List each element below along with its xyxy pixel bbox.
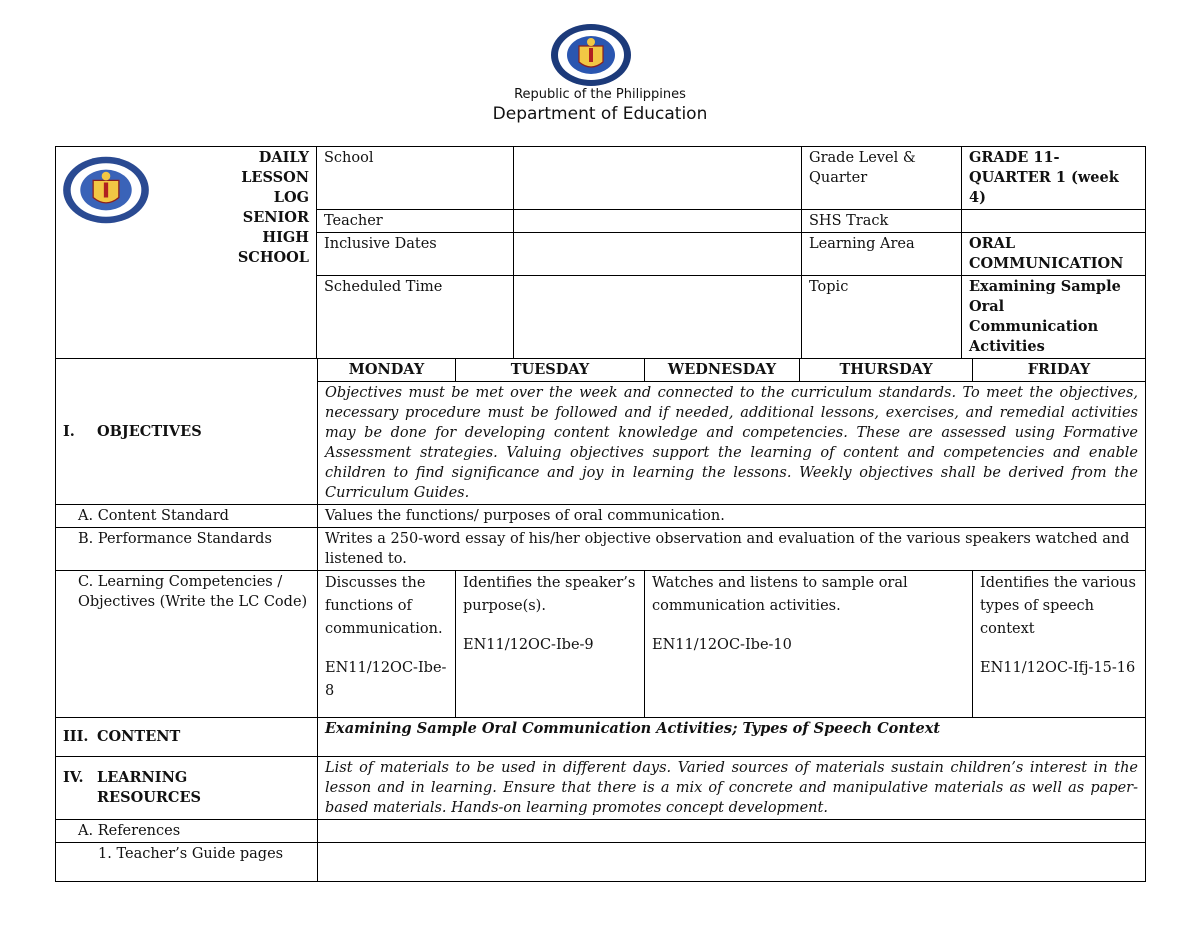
competency-friday-text: Identifies the various types of speech context [980, 575, 1136, 637]
grade-value[interactable]: GRADE 11- QUARTER 1 (week 4) [962, 147, 1146, 210]
department-heading: Department of Education [492, 104, 708, 124]
content-label: CONTENT [97, 728, 181, 745]
dll-title-1: DAILY [258, 149, 309, 166]
deped-seal-icon [549, 22, 633, 88]
competency-wed-thu-code: EN11/12OC-Ibe-10 [652, 637, 792, 653]
objectives-label-cell [56, 359, 318, 505]
content-num: III. [63, 728, 89, 745]
resources-num: IV. [63, 769, 84, 786]
performance-standards-label: B. Performance Standards [56, 528, 318, 571]
content-label-cell [56, 718, 318, 757]
grade-label: Grade Level & Quarter [802, 147, 962, 210]
topic-value[interactable]: Examining Sample Oral Communication Activities [962, 276, 1146, 359]
performance-standards-value: Writes a 250-word essay of his/her objective observation and evaluation of the various speakers watched and listened to. [318, 528, 1146, 571]
republic-heading: Republic of the Philippines [514, 87, 686, 102]
competency-tuesday-code: EN11/12OC-Ibe-9 [463, 637, 594, 653]
objectives-text: Objectives must be met over the week and connected to the curriculum standards. To meet the objectives, necessary procedure must be followed and if needed, additional lessons, exercises, and remedial activities may be done for developing content knowledge and competencies. These are assessed using Formative Assessment strategies. Valuing objectives support the learning of content and competencies and enable children to find significance and joy in learning the lessons. Weekly objectives shall be derived from the Curriculum Guides. [318, 382, 1146, 505]
day-friday: FRIDAY [973, 359, 1146, 382]
day-tuesday: TUESDAY [456, 359, 645, 382]
shs-title-1: SENIOR [242, 209, 309, 226]
competency-tuesday-text: Identifies the speaker’s purpose(s). [463, 575, 636, 614]
topic-label: Topic [802, 276, 962, 359]
competency-tuesday [456, 571, 645, 718]
content-standard-label: A. Content Standard [56, 505, 318, 528]
content-standard-value: Values the functions/ purposes of oral communication. [318, 505, 1146, 528]
dates-value[interactable] [514, 233, 802, 276]
shs-title-3: SCHOOL [237, 249, 309, 266]
day-thursday: THURSDAY [800, 359, 973, 382]
teacher-value[interactable] [514, 210, 802, 233]
objectives-num: I. [63, 422, 75, 440]
competency-monday-text: Discusses the functions of communication. [325, 575, 443, 637]
tg-pages-label: 1. Teacher’s Guide pages [56, 843, 318, 882]
dates-label: Inclusive Dates [317, 233, 514, 276]
dll-title-2: LESSON [241, 169, 309, 186]
track-value[interactable] [962, 210, 1146, 233]
competencies-label: C. Learning Competencies / Objectives (Write the LC Code) [56, 571, 318, 718]
time-value[interactable] [514, 276, 802, 359]
tg-pages-value [318, 843, 1146, 882]
shs-title-2: HIGH [262, 229, 309, 246]
resources-label-cell [56, 757, 318, 820]
references-value [318, 820, 1146, 843]
day-wednesday: WEDNESDAY [645, 359, 800, 382]
school-value[interactable] [514, 147, 802, 210]
school-label: School [317, 147, 514, 210]
day-monday: MONDAY [318, 359, 456, 382]
references-label: A. References [56, 820, 318, 843]
competency-friday [973, 571, 1146, 718]
competency-monday [318, 571, 456, 718]
competency-wed-thu [645, 571, 973, 718]
competency-wed-thu-text: Watches and listens to sample oral communication activities. [652, 575, 908, 614]
header-table [55, 146, 1146, 359]
teacher-label: Teacher [317, 210, 514, 233]
content-value: Examining Sample Oral Communication Activities; Types of Speech Context [318, 718, 1146, 757]
lesson-table [55, 358, 1146, 882]
objectives-label: OBJECTIVES [97, 422, 202, 440]
deped-seal-small-icon [61, 150, 151, 230]
time-label: Scheduled Time [317, 276, 514, 359]
area-label: Learning Area [802, 233, 962, 276]
resources-label: LEARNING RESOURCES [97, 769, 201, 806]
competency-monday-code: EN11/12OC-Ibe-8 [325, 660, 447, 699]
competency-friday-code: EN11/12OC-Ifj-15-16 [980, 660, 1136, 676]
track-label: SHS Track [802, 210, 962, 233]
resources-text: List of materials to be used in different days. Varied sources of materials sustain children’s interest in the lesson and in learning. Ensure that there is a mix of concrete and manipulative materials as well as paper-based materials. Hands-on learning promotes concept development. [318, 757, 1146, 820]
dll-title-3: LOG [273, 189, 309, 206]
area-value[interactable]: ORAL COMMUNICATION [962, 233, 1146, 276]
dll-title-cell [56, 147, 317, 359]
